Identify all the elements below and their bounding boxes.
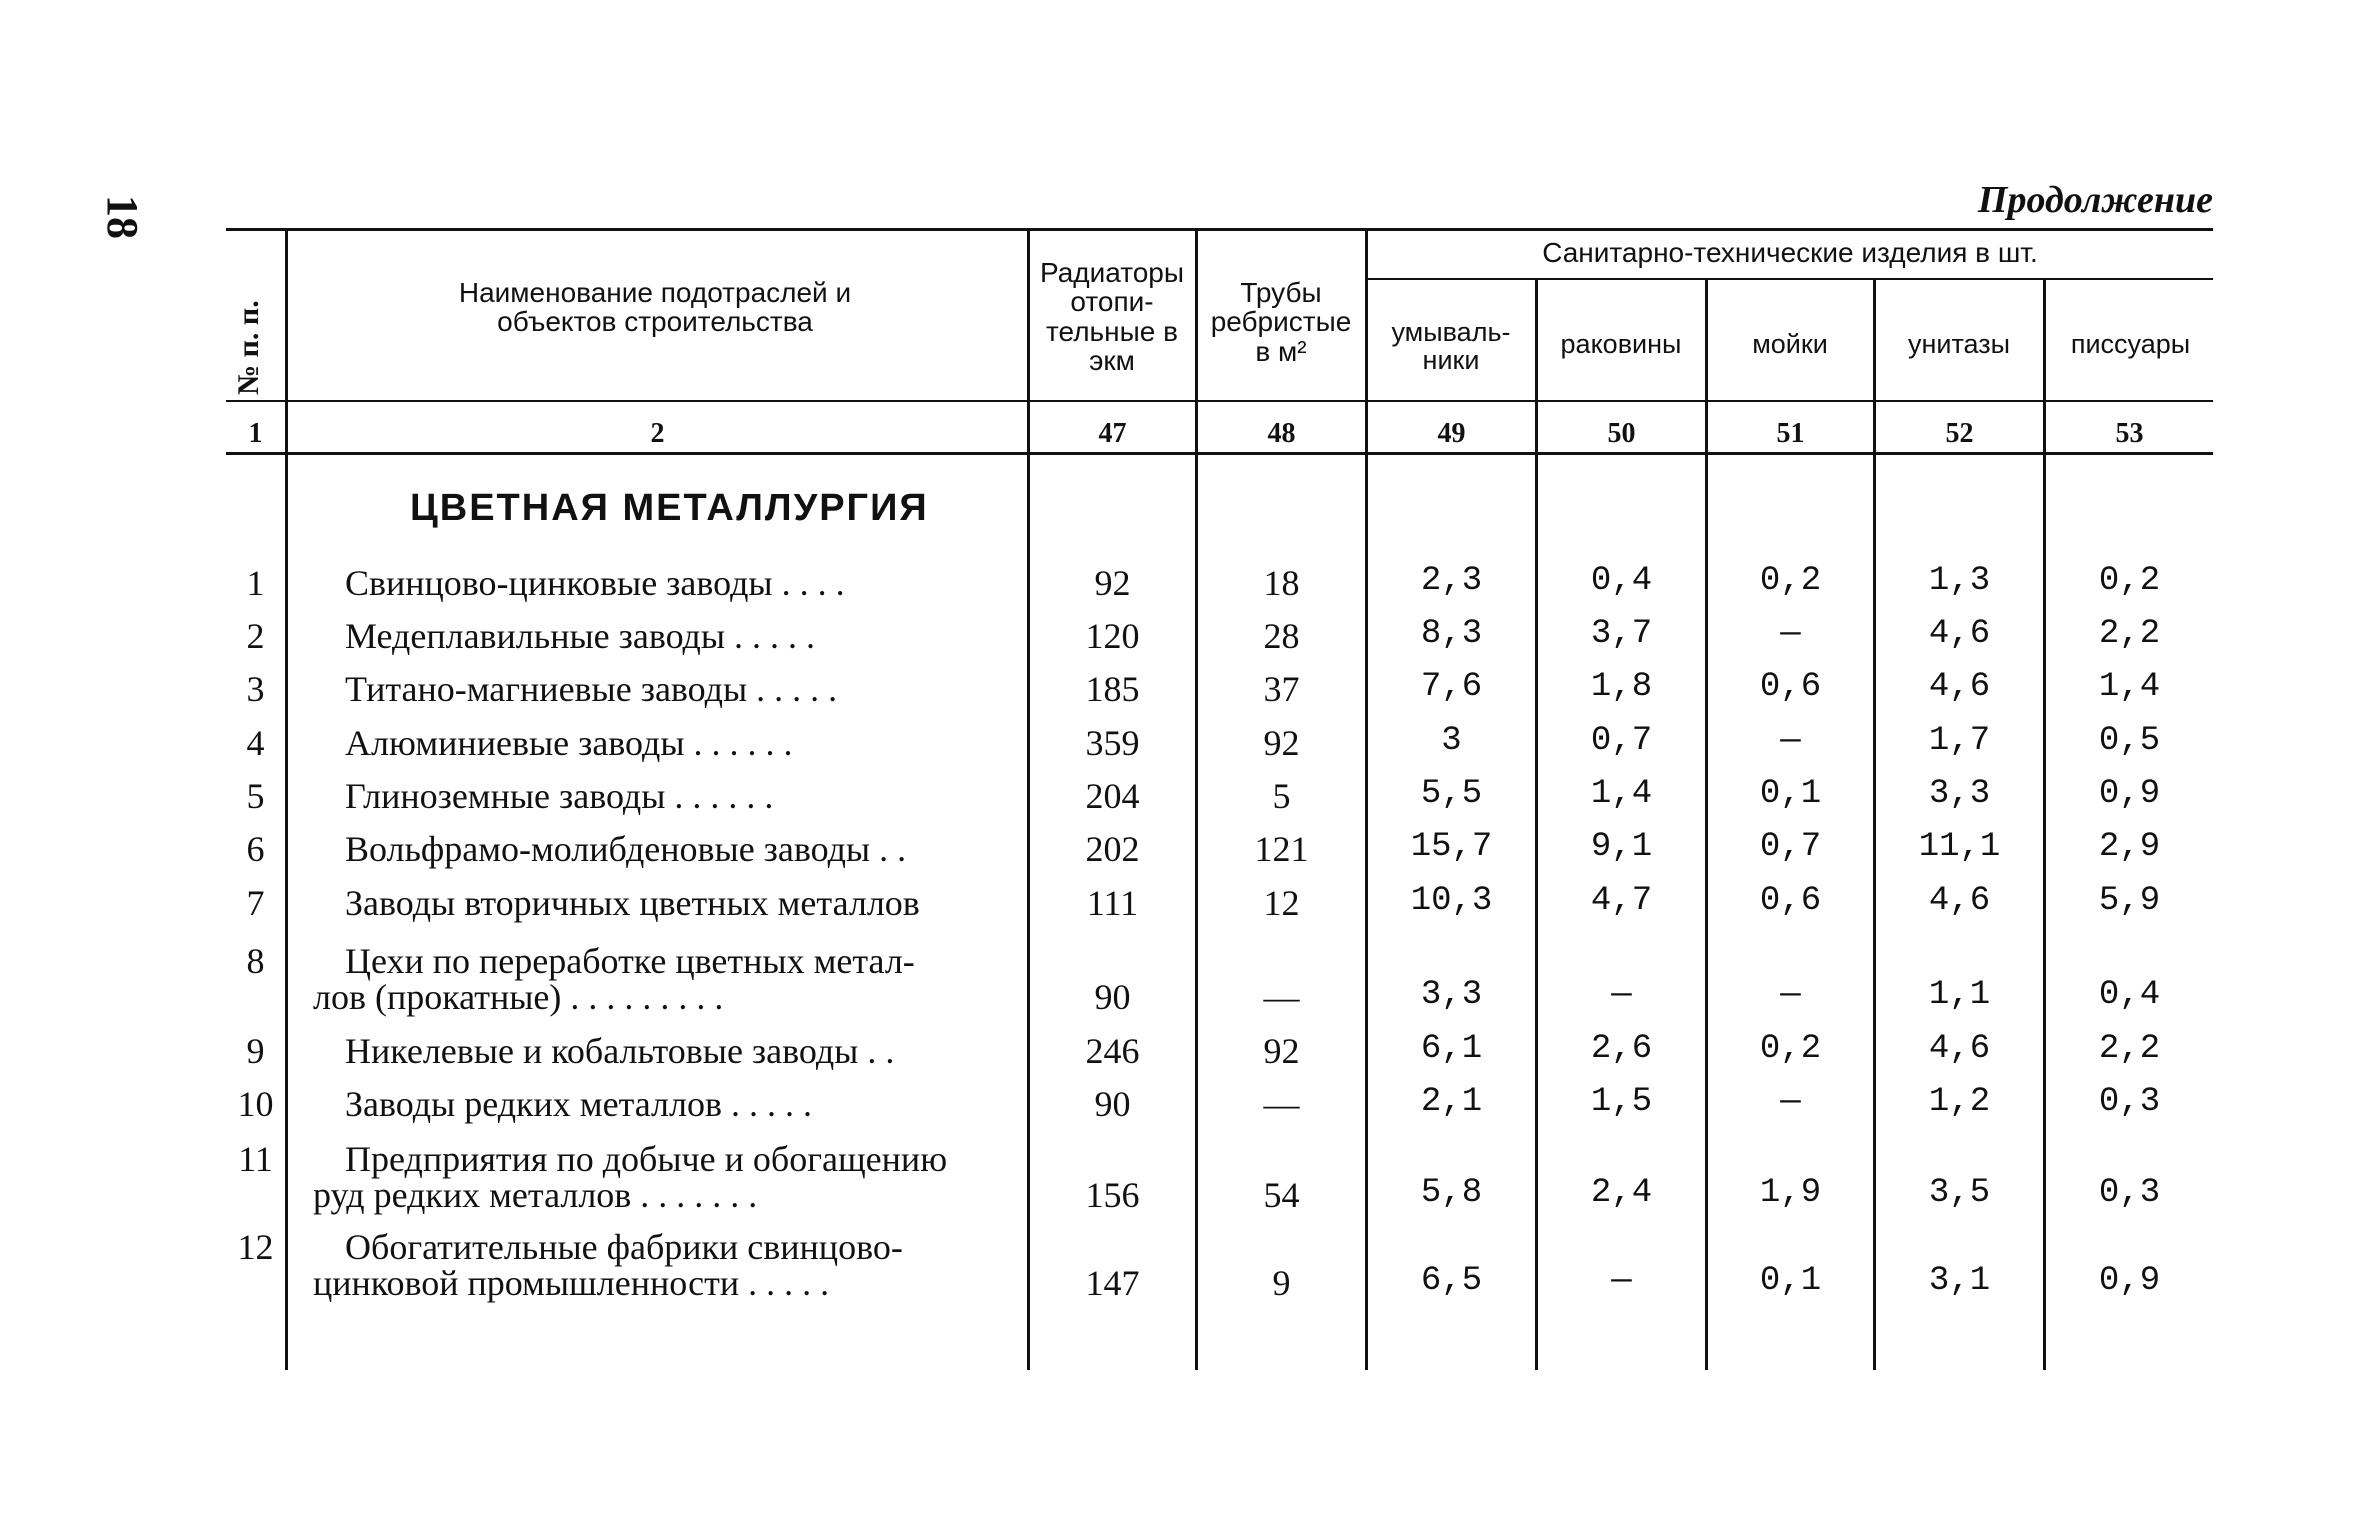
cell-c52: 4,6 [1928, 615, 1991, 653]
cell-c48: 5 [1272, 776, 1291, 816]
cell-c52: 3,3 [1928, 775, 1991, 813]
cell-c47: 202 [1085, 829, 1140, 869]
cell-c50: — [1611, 976, 1632, 1014]
cell-c52: 3,1 [1928, 1262, 1991, 1300]
header-bottom-rule [226, 400, 2213, 402]
cell-c47: 90 [1094, 977, 1131, 1017]
cell-c51: 0,2 [1759, 562, 1822, 600]
cell-c53: 2,9 [2098, 828, 2161, 866]
cell-c50: 0,4 [1590, 562, 1653, 600]
cell-c52: 1,7 [1928, 722, 1991, 760]
cell-c47: 120 [1085, 616, 1140, 656]
cell-c49: 3,3 [1420, 976, 1483, 1014]
cell-c53: 2,2 [2098, 1030, 2161, 1068]
cell-c51: — [1780, 615, 1801, 653]
cell-c48: — [1263, 1084, 1300, 1124]
cell-c48: 18 [1263, 563, 1300, 603]
continuation-label: Продолжение [1977, 179, 2213, 221]
colnum-51: 51 [1776, 418, 1805, 449]
cell-c48: 92 [1263, 723, 1300, 763]
row-name-line: руд редких металлов . . . . . . . [313, 1175, 758, 1215]
group-header-rule [1365, 278, 2213, 280]
colnum-bottom-rule [226, 452, 2213, 455]
row-number: 9 [246, 1031, 265, 1071]
cell-c48: — [1263, 977, 1300, 1017]
cell-c51: 0,1 [1759, 1262, 1822, 1300]
row-name-line: Глиноземные заводы . . . . . . [345, 776, 774, 816]
row-name-line: Вольфрамо-молибденовые заводы . . [345, 829, 907, 869]
cell-c47: 246 [1085, 1031, 1140, 1071]
row-name-line: Медеплавильные заводы . . . . . [345, 616, 816, 656]
cell-c49: 15,7 [1410, 828, 1493, 866]
cell-c47: 204 [1085, 776, 1140, 816]
row-number: 3 [246, 669, 265, 709]
cell-c47: 90 [1094, 1084, 1131, 1124]
cell-c48: 28 [1263, 616, 1300, 656]
row-number: 6 [246, 829, 265, 869]
cell-c48: 12 [1263, 883, 1300, 923]
row-name-line: Свинцово-цинковые заводы . . . . [345, 563, 845, 603]
header-sinks: раковины [1560, 329, 1682, 359]
cell-c51: 0,1 [1759, 775, 1822, 813]
cell-c50: 9,1 [1590, 828, 1653, 866]
cell-c53: 1,4 [2098, 668, 2161, 706]
row-name-line: Предприятия по добыче и обогащению [345, 1139, 948, 1179]
header-washbasins: умываль- ники [1391, 317, 1511, 376]
cell-c53: 0,2 [2098, 562, 2161, 600]
cell-c48: 37 [1263, 669, 1300, 709]
cell-c47: 156 [1085, 1175, 1140, 1215]
cell-c50: 1,5 [1590, 1083, 1653, 1121]
cell-c52: 4,6 [1928, 668, 1991, 706]
cell-c52: 4,6 [1928, 882, 1991, 920]
cell-c47: 111 [1086, 883, 1139, 923]
colnum-52: 52 [1945, 418, 1974, 449]
cell-c52: 4,6 [1928, 1030, 1991, 1068]
cell-c49: 2,3 [1420, 562, 1483, 600]
colnum-1: 1 [248, 418, 263, 449]
cell-c48: 92 [1263, 1031, 1300, 1071]
row-name-line: Заводы вторичных цветных металлов [345, 883, 920, 923]
cell-c49: 10,3 [1410, 882, 1493, 920]
cell-c50: 1,4 [1590, 775, 1653, 813]
cell-c53: 0,3 [2098, 1174, 2161, 1212]
cell-c49: 6,1 [1420, 1030, 1483, 1068]
cell-c52: 11,1 [1918, 828, 2001, 866]
cell-c49: 6,5 [1420, 1262, 1483, 1300]
cell-c53: 0,4 [2098, 976, 2161, 1014]
table-top-rule [226, 228, 2213, 231]
cell-c52: 3,5 [1928, 1174, 1991, 1212]
cell-c52: 1,2 [1928, 1083, 1991, 1121]
header-urinals: писсуары [2070, 329, 2191, 359]
cell-c47: 147 [1085, 1263, 1140, 1303]
colnum-48: 48 [1267, 418, 1296, 449]
cell-c49: 3 [1441, 722, 1462, 760]
page-number: 18 [98, 195, 147, 239]
cell-c50: 3,7 [1590, 615, 1653, 653]
row-name-line: Титано-магниевые заводы . . . . . [345, 669, 838, 709]
cell-c50: — [1611, 1262, 1632, 1300]
row-name-line: Цехи по переработке цветных метал- [345, 941, 915, 981]
cell-c51: 0,2 [1759, 1030, 1822, 1068]
colnum-53: 53 [2115, 418, 2144, 449]
cell-c47: 185 [1085, 669, 1140, 709]
cell-c49: 7,6 [1420, 668, 1483, 706]
row-number: 10 [237, 1084, 274, 1124]
cell-c52: 1,1 [1928, 976, 1991, 1014]
cell-c51: — [1780, 1083, 1801, 1121]
row-number: 8 [246, 941, 265, 981]
cell-c50: 0,7 [1590, 722, 1653, 760]
cell-c49: 8,3 [1420, 615, 1483, 653]
colnum-2: 2 [650, 418, 665, 449]
cell-c53: 0,5 [2098, 722, 2161, 760]
cell-c53: 0,9 [2098, 1262, 2161, 1300]
cell-c49: 2,1 [1420, 1083, 1483, 1121]
header-washers: мойки [1752, 329, 1828, 359]
cell-c53: 0,3 [2098, 1083, 2161, 1121]
row-number: 4 [246, 723, 265, 763]
row-number: 11 [238, 1139, 273, 1179]
header-radiators: Радиаторы отопи- тельные в экм [1039, 257, 1185, 377]
colnum-47: 47 [1098, 418, 1127, 449]
row-name-line: Алюминиевые заводы . . . . . . [345, 723, 793, 763]
row-number: 7 [246, 883, 265, 923]
cell-c51: 1,9 [1759, 1174, 1822, 1212]
cell-c53: 2,2 [2098, 615, 2161, 653]
row-name-line: Обогатительные фабрики свинцово- [345, 1227, 903, 1267]
cell-c47: 359 [1085, 723, 1140, 763]
cell-c50: 4,7 [1590, 882, 1653, 920]
row-number: 5 [246, 776, 265, 816]
cell-c52: 1,3 [1928, 562, 1991, 600]
cell-c50: 2,4 [1590, 1174, 1653, 1212]
header-pipes: Трубы ребристые в м² [1210, 277, 1352, 367]
row-name-line: лов (прокатные) . . . . . . . . . [313, 977, 724, 1017]
cell-c48: 9 [1272, 1263, 1291, 1303]
cell-c48: 54 [1263, 1175, 1300, 1215]
header-name: Наименование подотраслей и объектов строительства [458, 277, 852, 338]
header-no: № п. п. [232, 300, 265, 395]
cell-c51: — [1780, 722, 1801, 760]
section-title: ЦВЕТНАЯ МЕТАЛЛУРГИЯ [410, 487, 929, 529]
cell-c50: 1,8 [1590, 668, 1653, 706]
cell-c49: 5,8 [1420, 1174, 1483, 1212]
cell-c49: 5,5 [1420, 775, 1483, 813]
cell-c47: 92 [1094, 563, 1131, 603]
row-number: 12 [237, 1227, 274, 1267]
colnum-49: 49 [1437, 418, 1466, 449]
header-toilets: унитазы [1907, 329, 2011, 359]
cell-c51: 0,6 [1759, 882, 1822, 920]
cell-c53: 0,9 [2098, 775, 2161, 813]
cell-c53: 5,9 [2098, 882, 2161, 920]
row-number: 1 [246, 563, 265, 603]
cell-c51: 0,6 [1759, 668, 1822, 706]
cell-c50: 2,6 [1590, 1030, 1653, 1068]
cell-c51: 0,7 [1759, 828, 1822, 866]
header-group: Санитарно-технические изделия в шт. [1542, 237, 2038, 268]
row-name-line: цинковой промышленности . . . . . [313, 1263, 830, 1303]
colnum-50: 50 [1607, 418, 1636, 449]
row-name-line: Заводы редких металлов . . . . . [345, 1084, 812, 1124]
vline-1 [285, 230, 288, 1370]
cell-c51: — [1780, 976, 1801, 1014]
cell-c48: 121 [1254, 829, 1309, 869]
row-name-line: Никелевые и кобальтовые заводы . . [345, 1031, 895, 1071]
row-number: 2 [246, 616, 265, 656]
